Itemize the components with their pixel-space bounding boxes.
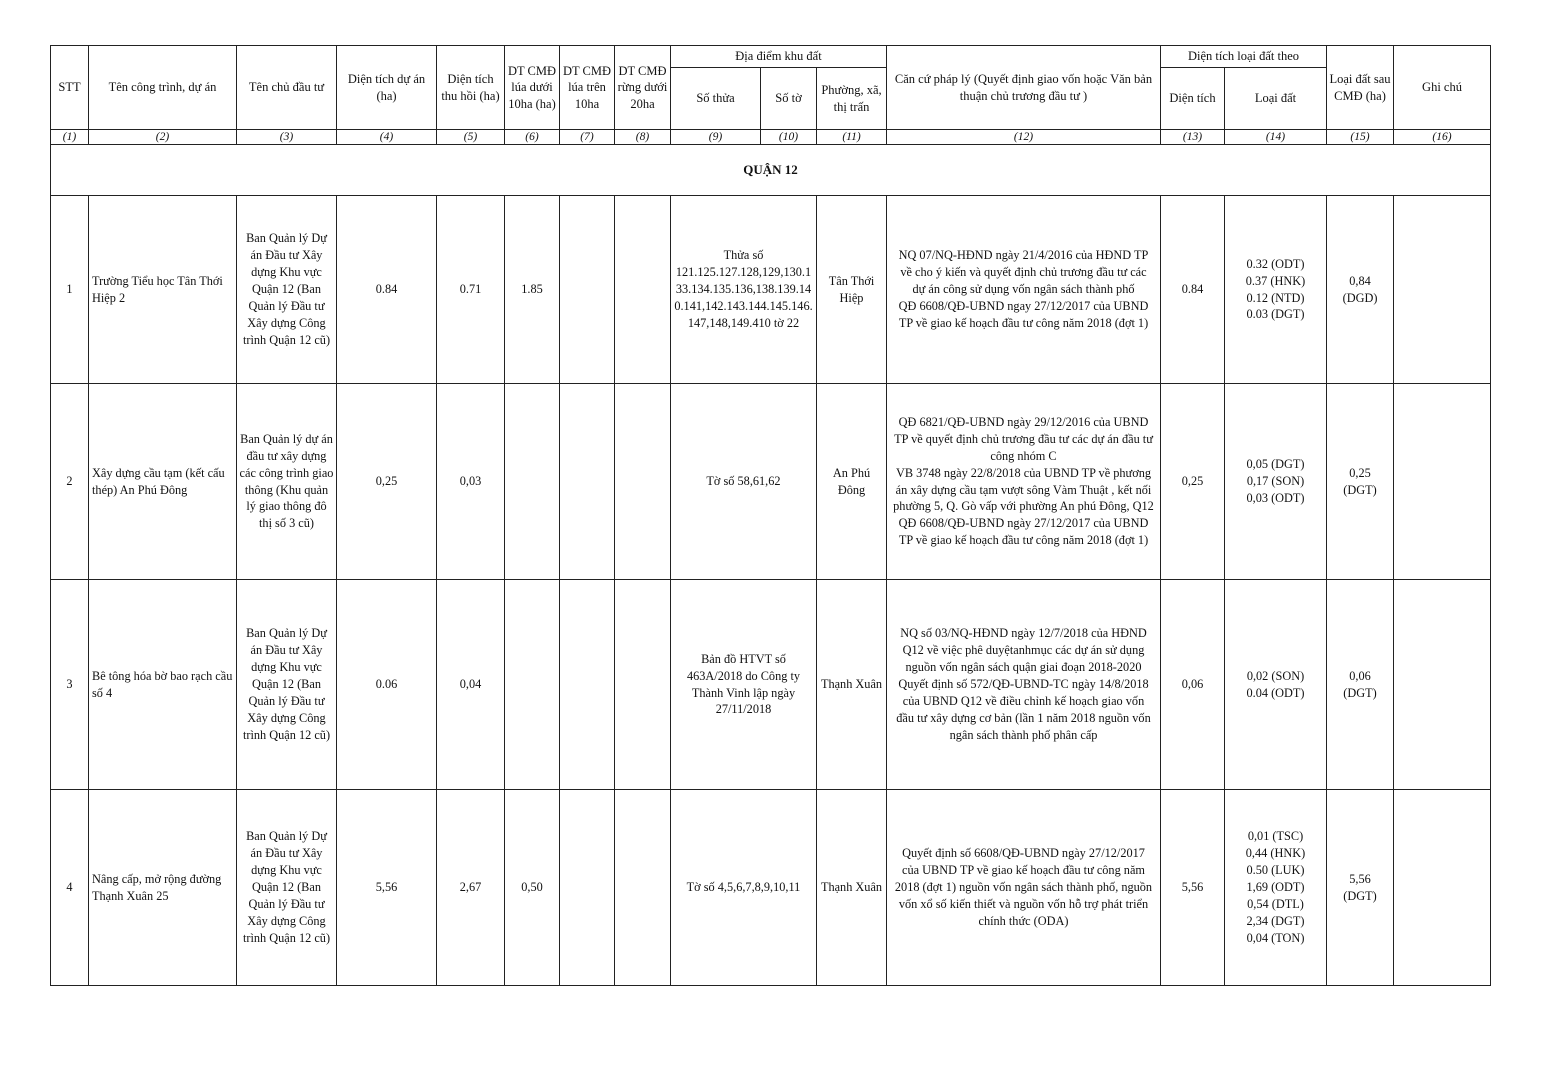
header-ward: Phường, xã, thị trấn	[817, 68, 887, 130]
column-index: (15)	[1327, 130, 1394, 145]
table-row	[51, 384, 1491, 580]
cell-rice-over-10ha	[560, 580, 615, 790]
header-project-area: Diện tích dự án (ha)	[337, 46, 437, 130]
column-index: (5)	[437, 130, 505, 145]
cell-area: 5,56	[1161, 790, 1225, 986]
column-index: (12)	[887, 130, 1161, 145]
cell-forest-under-20ha	[615, 790, 671, 986]
column-index-row	[51, 130, 1491, 145]
section-row	[51, 145, 1491, 196]
cell-legal-basis: Quyết định số 6608/QĐ-UBND ngày 27/12/2017 của UBND TP về giao kế hoạch đầu tư công năm 2018 (đợt 1) nguồn vốn ngân sách thành phố, nguồn vốn xổ số kiến thiết và nguồn vốn hỗ trợ phát triển chính thức (ODA)	[887, 790, 1161, 986]
header-sheet-no: Số tờ	[761, 68, 817, 130]
table-row	[51, 196, 1491, 384]
cell-project-area: 5,56	[337, 790, 437, 986]
header-location: Địa điểm khu đất	[671, 46, 887, 68]
cell-project-name: Bê tông hóa bờ bao rạch cầu số 4	[89, 580, 237, 790]
cell-project-name: Xây dựng cầu tạm (kết cấu thép) An Phú Đông	[89, 384, 237, 580]
cell-project-area: 0.84	[337, 196, 437, 384]
cell-land-type: 0.32 (ODT) 0.37 (HNK) 0.12 (NTD) 0.03 (DGT)	[1225, 196, 1327, 384]
header-recovered-area: Diện tích thu hồi (ha)	[437, 46, 505, 130]
cell-recovered-area: 0,04	[437, 580, 505, 790]
cell-notes	[1394, 196, 1491, 384]
cell-area: 0,06	[1161, 580, 1225, 790]
cell-forest-under-20ha	[615, 580, 671, 790]
column-index: (4)	[337, 130, 437, 145]
column-index: (6)	[505, 130, 560, 145]
cell-legal-basis: NQ số 03/NQ-HĐND ngày 12/7/2018 của HĐND Q12 về việc phê duyệtanhmục các dự án sử dụng nguồn vốn ngân sách quận giai đoạn 2018-2020 Quyết định số 572/QĐ-UBND-TC ngày 14/8/2018 của UBND Q12 về điều chỉnh kế hoạch giao vốn đầu tư xây dựng cơ bản (lần 1 năm 2018 nguồn vốn ngân sách thành phố phân cấp	[887, 580, 1161, 790]
column-index: (10)	[761, 130, 817, 145]
cell-project-name: Nâng cấp, mở rộng đường Thạnh Xuân 25	[89, 790, 237, 986]
cell-land-type-after: 0,06 (DGT)	[1327, 580, 1394, 790]
column-index: (1)	[51, 130, 89, 145]
header-project-name: Tên công trình, dự án	[89, 46, 237, 130]
header-rice-under-10ha: DT CMĐ lúa dưới 10ha (ha)	[505, 46, 560, 130]
header-land-type-after: Loại đất sau CMĐ (ha)	[1327, 46, 1394, 130]
cell-forest-under-20ha	[615, 384, 671, 580]
cell-recovered-area: 0.71	[437, 196, 505, 384]
cell-rice-under-10ha	[505, 580, 560, 790]
header-parcel-no: Số thửa	[671, 68, 761, 130]
cell-land-type: 0,01 (TSC) 0,44 (HNK) 0.50 (LUK) 1,69 (ODT) 0,54 (DTL) 2,34 (DGT) 0,04 (TON)	[1225, 790, 1327, 986]
cell-investor: Ban Quản lý dự án đầu tư xây dựng các công trình giao thông (Khu quản lý giao thông đô thị số 3 cũ)	[237, 384, 337, 580]
cell-parcel-sheet: Bản đồ HTVT số 463A/2018 do Công ty Thành Vinh lập ngày 27/11/2018	[671, 580, 817, 790]
cell-notes	[1394, 580, 1491, 790]
column-index: (13)	[1161, 130, 1225, 145]
header-area: Diện tích	[1161, 68, 1225, 130]
cell-project-area: 0,25	[337, 384, 437, 580]
cell-parcel-sheet: Tờ số 4,5,6,7,8,9,10,11	[671, 790, 817, 986]
cell-legal-basis: NQ 07/NQ-HĐND ngày 21/4/2016 của HĐND TP về cho ý kiến và quyết định chủ trương đầu tư các dự án công sử dụng vốn ngân sách thành phố QĐ 6608/QĐ-UBND ngay 27/12/2017 của UBND TP về giao kế hoạch đầu tư công năm 2018 (đợt 1)	[887, 196, 1161, 384]
header-legal-basis: Căn cứ pháp lý (Quyết định giao vốn hoặc Văn bản thuận chủ trương đầu tư )	[887, 46, 1161, 130]
cell-ward: An Phú Đông	[817, 384, 887, 580]
cell-rice-over-10ha	[560, 196, 615, 384]
section-title: QUẬN 12	[51, 145, 1491, 196]
column-index: (11)	[817, 130, 887, 145]
header-land-type: Loại đất	[1225, 68, 1327, 130]
cell-investor: Ban Quản lý Dự án Đầu tư Xây dựng Khu vực Quận 12 (Ban Quản lý Đầu tư Xây dựng Công trình Quận 12 cũ)	[237, 196, 337, 384]
column-index: (14)	[1225, 130, 1327, 145]
column-index: (16)	[1394, 130, 1491, 145]
cell-rice-under-10ha	[505, 384, 560, 580]
project-land-table	[50, 45, 1491, 986]
cell-stt: 3	[51, 580, 89, 790]
table-row	[51, 580, 1491, 790]
cell-notes	[1394, 790, 1491, 986]
cell-legal-basis: QĐ 6821/QĐ-UBND ngày 29/12/2016 của UBND TP về quyết định chủ trương đầu tư các dự án đầu tư công nhóm C VB 3748 ngày 22/8/2018 của UBND TP về phương án xây dựng cầu tạm vượt sông Vàm Thuật , kết nối phường 5, Q. Gò vấp với phường An phú Đông, Q12 QĐ 6608/QĐ-UBND ngày 27/12/2017 của UBND TP về giao kế hoạch đầu tư công năm 2018 (đợt 1)	[887, 384, 1161, 580]
cell-recovered-area: 2,67	[437, 790, 505, 986]
header-row-top	[51, 46, 1491, 68]
cell-area: 0.84	[1161, 196, 1225, 384]
cell-project-area: 0.06	[337, 580, 437, 790]
cell-ward: Thạnh Xuân	[817, 580, 887, 790]
cell-parcel-sheet: Thửa số 121.125.127.128,129,130.133.134.135.136,138.139.140.141,142.143.144.145.146.147,148,149.410 tờ 22	[671, 196, 817, 384]
cell-investor: Ban Quản lý Dự án Đầu tư Xây dựng Khu vực Quận 12 (Ban Quản lý Đầu tư Xây dựng Công trình Quận 12 cũ)	[237, 580, 337, 790]
cell-ward: Tân Thới Hiệp	[817, 196, 887, 384]
column-index: (8)	[615, 130, 671, 145]
cell-stt: 1	[51, 196, 89, 384]
cell-forest-under-20ha	[615, 196, 671, 384]
cell-parcel-sheet: Tờ số 58,61,62	[671, 384, 817, 580]
cell-investor: Ban Quản lý Dự án Đầu tư Xây dựng Khu vực Quận 12 (Ban Quản lý Đầu tư Xây dựng Công trình Quận 12 cũ)	[237, 790, 337, 986]
header-forest-under-20ha: DT CMĐ rừng dưới 20ha	[615, 46, 671, 130]
cell-area: 0,25	[1161, 384, 1225, 580]
table-row	[51, 790, 1491, 986]
cell-stt: 2	[51, 384, 89, 580]
cell-land-type-after: 5,56 (DGT)	[1327, 790, 1394, 986]
cell-land-type: 0,02 (SON) 0.04 (ODT)	[1225, 580, 1327, 790]
column-index: (9)	[671, 130, 761, 145]
header-investor: Tên chủ đầu tư	[237, 46, 337, 130]
header-stt: STT	[51, 46, 89, 130]
cell-land-type-after: 0,84 (DGD)	[1327, 196, 1394, 384]
cell-land-type: 0,05 (DGT) 0,17 (SON) 0,03 (ODT)	[1225, 384, 1327, 580]
header-rice-over-10ha: DT CMĐ lúa trên 10ha	[560, 46, 615, 130]
cell-rice-over-10ha	[560, 384, 615, 580]
cell-land-type-after: 0,25 (DGT)	[1327, 384, 1394, 580]
header-land-type-area: Diện tích loại đất theo	[1161, 46, 1327, 68]
header-notes: Ghi chú	[1394, 46, 1491, 130]
cell-project-name: Trường Tiểu học Tân Thới Hiệp 2	[89, 196, 237, 384]
land-use-document	[50, 45, 1490, 986]
cell-stt: 4	[51, 790, 89, 986]
cell-rice-under-10ha: 1.85	[505, 196, 560, 384]
cell-ward: Thạnh Xuân	[817, 790, 887, 986]
column-index: (3)	[237, 130, 337, 145]
cell-rice-over-10ha	[560, 790, 615, 986]
cell-rice-under-10ha: 0,50	[505, 790, 560, 986]
column-index: (2)	[89, 130, 237, 145]
cell-notes	[1394, 384, 1491, 580]
column-index: (7)	[560, 130, 615, 145]
cell-recovered-area: 0,03	[437, 384, 505, 580]
